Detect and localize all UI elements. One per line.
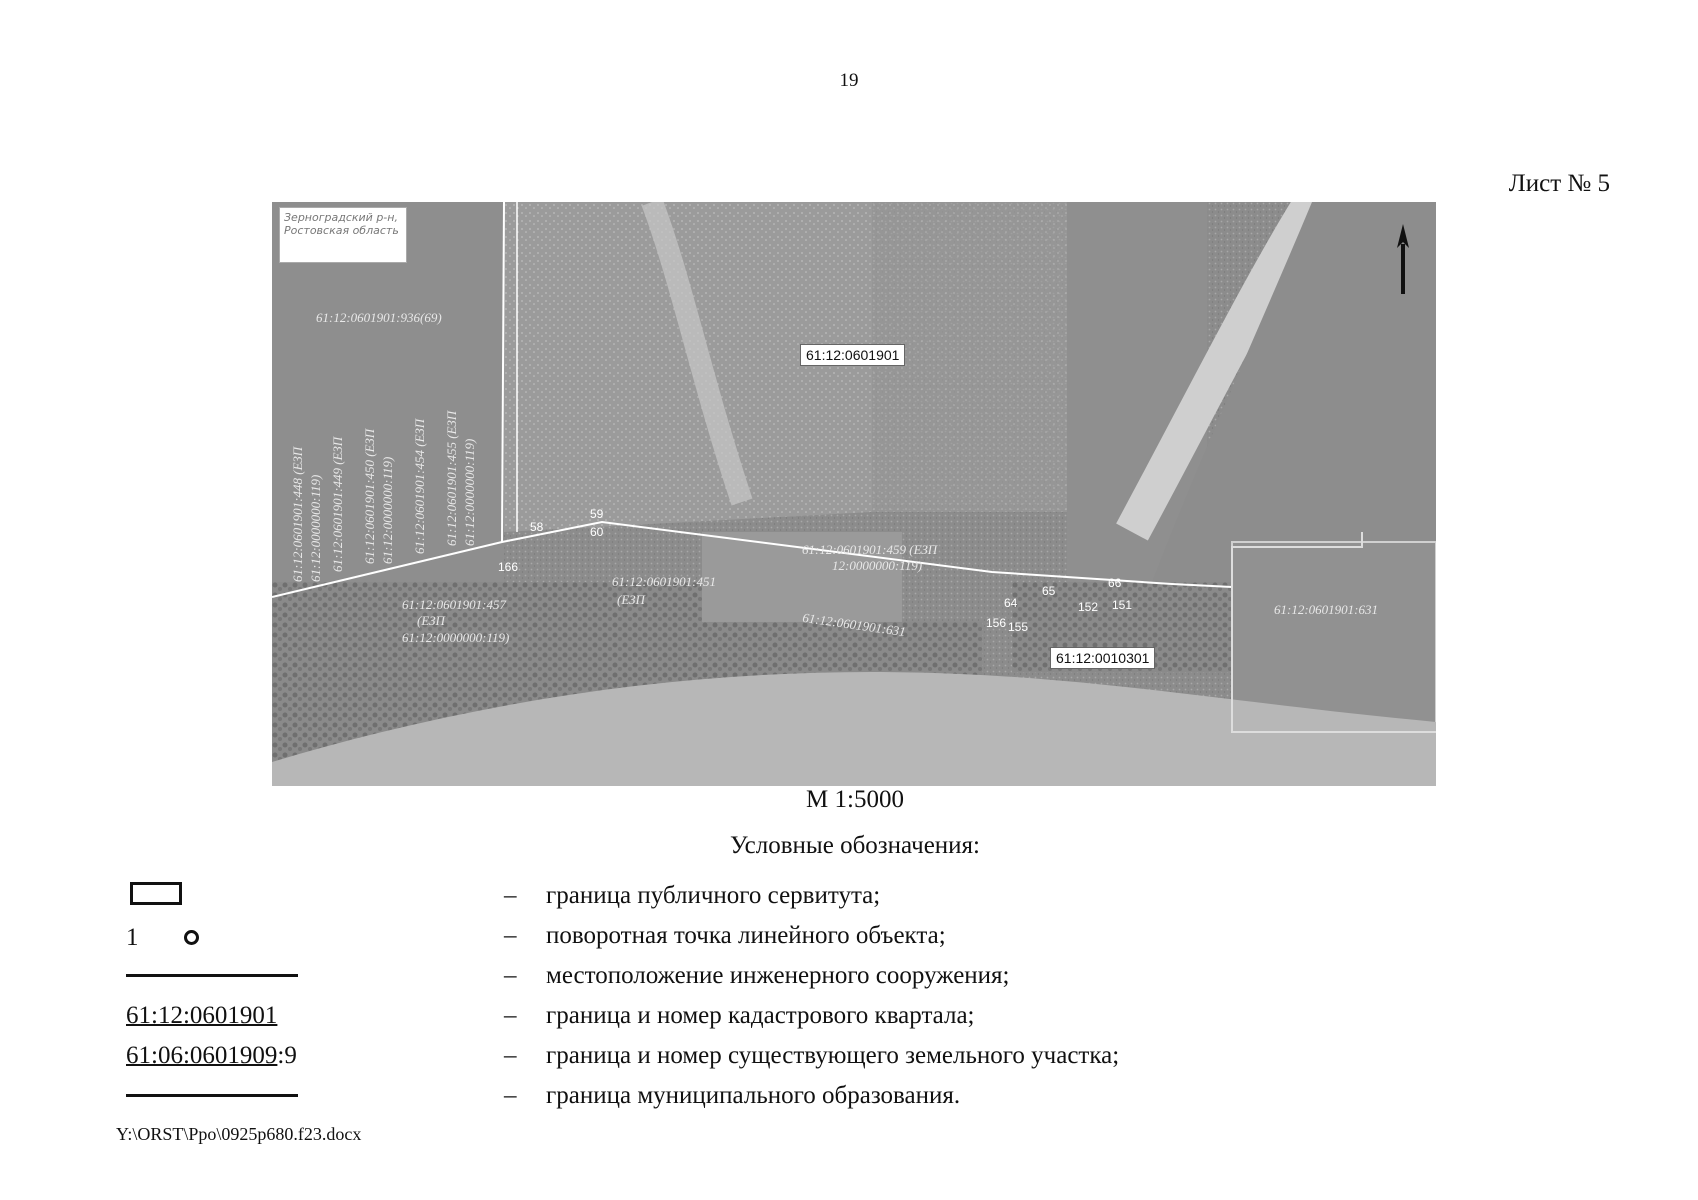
quarter-label: 61:12:0601901 <box>800 344 905 366</box>
parcel-label: 61:12:0601901:459 (ЕЗП <box>802 542 938 557</box>
point-number: 166 <box>498 560 519 574</box>
legend-dash: – <box>504 962 517 989</box>
map-scale: М 1:5000 <box>806 786 904 813</box>
legend-row <box>0 1078 1698 1116</box>
parcel-label: 61:12:0000000:119) <box>380 456 395 564</box>
legend-description: граница публичного сервитута; <box>546 882 881 909</box>
point-number: 156 <box>986 616 1007 630</box>
legend-description: граница и номер существующего земельного участка; <box>546 1042 1120 1069</box>
legend-row <box>0 1038 1698 1076</box>
quarter-number-sample: 61:12:0601901 <box>126 1002 278 1029</box>
legend-row <box>0 878 1698 916</box>
file-path-footer: Y:\ORST\Ppo\0925p680.f23.docx <box>116 1124 362 1144</box>
parcel-label: 61:12:0601901:631 <box>1274 602 1378 617</box>
parcel-label: 61:12:0000000:119) <box>462 438 477 546</box>
parcel-label: 61:12:0601901:631 <box>801 609 907 640</box>
parcel-label: 61:12:0000000:119) <box>308 474 323 582</box>
legend-dash: – <box>504 922 517 949</box>
legend-row <box>0 998 1698 1036</box>
point-number: 65 <box>1042 584 1056 598</box>
point-label: 1 <box>126 924 139 951</box>
legend-description: граница муниципального образования. <box>546 1082 961 1109</box>
point-number: 58 <box>530 520 544 534</box>
parcel-label: 61:12:0601901:451 <box>612 574 716 589</box>
point-circle-icon <box>184 930 199 945</box>
legend-dash: – <box>504 1042 517 1069</box>
legend-title: Условные обозначения: <box>729 832 981 859</box>
parcel-label: 61:12:0601901:457 <box>402 597 506 612</box>
legend-description: местоположение инженерного сооружения; <box>546 962 1010 989</box>
quarter-label: 61:12:0010301 <box>1050 647 1155 669</box>
legend-dash: – <box>504 1002 517 1029</box>
point-number: 152 <box>1078 600 1099 614</box>
point-number: 151 <box>1112 598 1133 612</box>
parcel-label: 61:12:0601901:455 (ЕЗП <box>444 410 459 546</box>
parcel-label: (ЕЗП <box>617 592 645 607</box>
region-label: Зерноградский р-н, Ростовская область <box>279 207 407 263</box>
point-number: 66 <box>1108 576 1122 590</box>
parcel-label: 61:12:0601901:450 (ЕЗП <box>362 428 377 564</box>
parcel-label: (ЕЗП <box>417 613 445 628</box>
legend-dash: – <box>504 882 517 909</box>
sheet-label: Лист № 5 <box>1508 170 1610 197</box>
legend-description: поворотная точка линейного объекта; <box>546 922 946 949</box>
legend-row <box>0 958 1698 996</box>
parcel-label: 61:12:0601901:936(69) <box>316 310 442 325</box>
legend-row <box>0 918 1698 956</box>
parcel-label: 61:12:0601901:454 (ЕЗП <box>412 418 427 554</box>
north-arrow-icon <box>1396 224 1410 304</box>
plot-number-sample: 61:06:0601909:9 <box>126 1042 297 1069</box>
page-number: 19 <box>839 70 859 91</box>
parcel-label: 12:0000000:119) <box>832 558 923 573</box>
parcel-label: 61:12:0601901:448 (ЕЗП <box>290 446 305 582</box>
legend-description: граница и номер кадастрового квартала; <box>546 1002 975 1029</box>
point-number: 64 <box>1004 596 1018 610</box>
parcel-label: 61:12:0000000:119) <box>402 630 510 645</box>
point-number: 60 <box>590 525 604 539</box>
parcel-label: 61:12:0601901:449 (ЕЗП <box>330 436 345 572</box>
map-image <box>272 202 1436 786</box>
point-number: 59 <box>590 507 604 521</box>
legend-dash: – <box>504 1082 517 1109</box>
point-number: 155 <box>1008 620 1029 634</box>
